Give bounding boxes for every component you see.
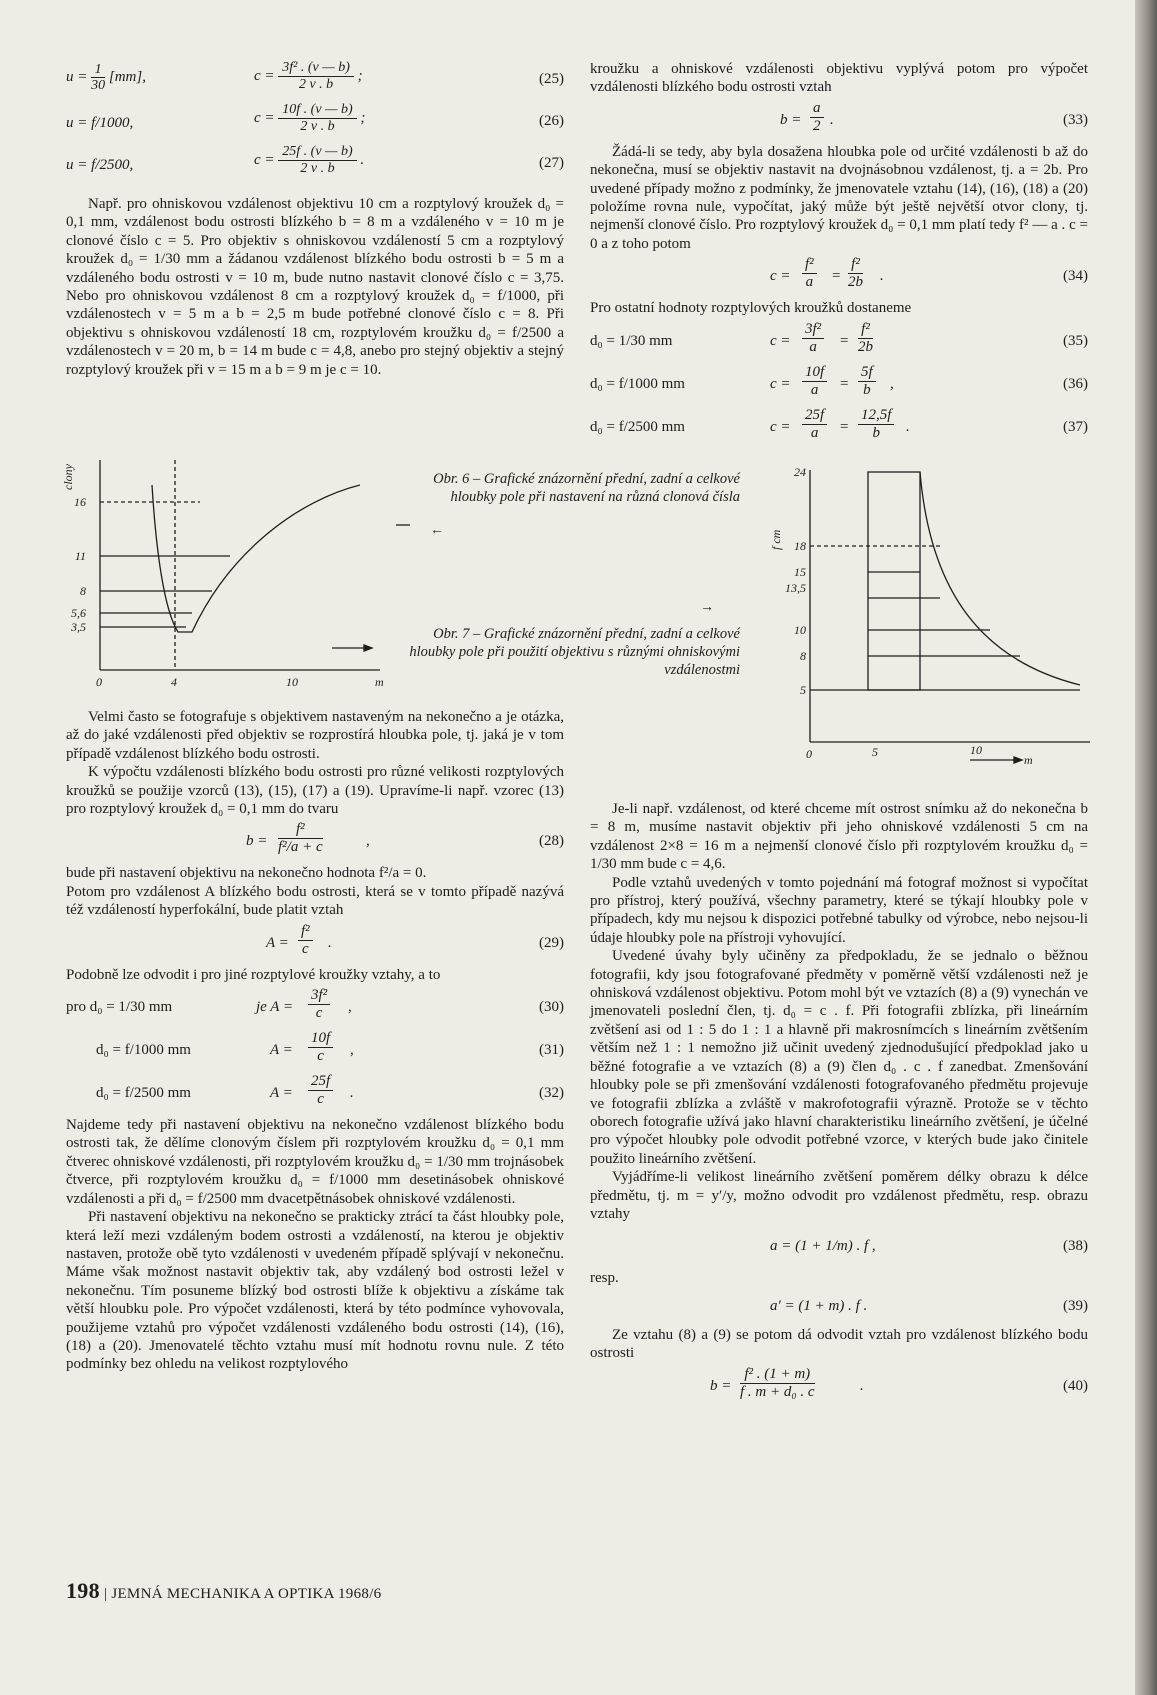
eq28-number: (28) (539, 833, 564, 850)
eq40-numerator: f² . (1 + m) (740, 1366, 815, 1384)
fig7-xtick-0: 0 (806, 747, 812, 761)
eq35-fraction-1 (802, 321, 824, 356)
eq28-lhs: b = (246, 833, 268, 850)
eq34-numerator-1: f² (802, 256, 817, 274)
eq31-condition: d₀ = f/1000 mm (96, 1042, 191, 1059)
eq39-number: (39) (1063, 1297, 1088, 1314)
eq32-denominator: c (317, 1091, 324, 1108)
eq38-expression: a = (1 + 1/m) . f , (770, 1238, 876, 1255)
eq29-denominator: c (302, 940, 309, 957)
eq31-tail: , (350, 1042, 354, 1059)
equation-28 (66, 821, 564, 861)
paragraph-other-rings: Podobně lze odvodit i pro jiné rozptylové kroužky vztahy, a to (66, 966, 441, 983)
fig7-xtick-5: 5 (872, 745, 878, 759)
footer-separator: | (103, 1586, 112, 1602)
eq26-lhs: u = f/1000, (66, 115, 134, 131)
left-column (66, 60, 564, 379)
fig6-xtick-10: 10 (286, 675, 298, 689)
eq31-denominator: c (317, 1048, 324, 1065)
paragraph-example: Např. pro ohniskovou vzdálenost objektivu 10 cm a rozptylový kroužek d₀ = 0,1 mm, vzdálenost bodu ostrosti blízkého b = 8 m a vzdáleného v = 10 m je clonové číslo c = 5. Pro objektiv s ohniskovou vzdáleností 5 cm a rozptylový kroužek d₀ = 1/30 mm a žádanou vzdálenost blízkého bodu ostrosti b = 5 m a vzdáleného bodu ostrosti v = 10 m, bude nutno nastavit clonové číslo c = 3,75. Nebo pro ohniskovou vzdálenost 8 cm a rozptylový kroužek d₀ = f/1000, při vzdálenostech v = 5 m a b = 2,5 m bude potřebné clonové číslo c = 8. Při objektivu s ohniskovou vzdáleností 18 cm, rozptylovém kroužku d₀ = f/2500 a vzdálenostech v = 20 m, b = 14 m bude c = 4,8, anebo pro stejný objektiv a stejný rozptylový kroužek při v = 15 m a b = 9 m je c = 10. (66, 196, 564, 378)
fig7-xlabel: m (1024, 753, 1033, 767)
equation-30 (66, 987, 564, 1027)
fig7-ytick-10: 10 (794, 623, 806, 637)
eq29-lhs: A = (266, 934, 289, 951)
paragraph-other-values: Pro ostatní hodnoty rozptylových kroužků dostaneme (590, 300, 912, 317)
fig6-caption-arrow: ← (430, 523, 444, 538)
eq32-numerator: 25f (308, 1073, 333, 1091)
paragraph-hyperfocal: Potom pro vzdálenost A blízkého bodu ostrosti, která se v tomto případě nazývá též vzdáleností hyperfokální, bude platit vztah (66, 883, 564, 919)
eq34-numerator-2: f² (848, 256, 863, 274)
eq36-fraction-1 (802, 364, 827, 399)
fig6-ytick-3-5: 3,5 (71, 620, 86, 634)
fig6-depth-curve (152, 485, 360, 632)
fig7-ytick-18: 18 (794, 539, 806, 553)
eq37-equals: = (840, 418, 849, 435)
eq36-tail: , (890, 375, 894, 392)
eq40-denominator: f . m + d₀ . c (740, 1383, 815, 1400)
eq32-tail: . (350, 1085, 354, 1102)
fig6-xlabel: m (375, 675, 384, 689)
fig6-ytick-8: 8 (80, 584, 86, 598)
journal-name: JEMNÁ MECHANIKA A OPTIKA 1968/6 (111, 1586, 382, 1602)
eq31-numerator: 10f (308, 1030, 333, 1048)
fig6-ytick-5-6: 5,6 (71, 606, 86, 620)
equation-33 (590, 100, 1088, 140)
eq32-condition: d₀ = f/2500 mm (96, 1085, 191, 1102)
eq33-denominator: 2 (813, 117, 821, 134)
equation-37 (590, 407, 1088, 447)
eq33-lhs: b = (780, 111, 802, 128)
figure-6-chart (61, 460, 400, 690)
figure-7-caption: Obr. 7 – Grafické znázornění přední, zadní a celkové hloubky pole při použití objektivu s různými ohniskovými vzdálenostmi (409, 626, 740, 678)
eq36-denominator-1: a (810, 381, 819, 398)
eq34-fraction-2 (848, 256, 863, 291)
eq36-fraction-2 (858, 364, 876, 399)
eq31-fraction (308, 1030, 333, 1065)
eq35-lhs: c = (770, 332, 791, 349)
equation-38 (590, 1226, 1088, 1266)
paragraph-infinity-loss: Při nastavení objektivu na nekonečno se prakticky ztrácí ta část hloubky pole, která leží mezi vzdáleným bodem ostrosti a vzdáleností, na kterou je objektiv nastaven, protože obě tyto vzdálenosti v uvedeném případě splývají v nekonečnu. Máme však možnost nastavit objektiv tak, aby vzdálený bod ostrosti ležel v nekonečnu. Tím posuneme blízký bod ostrosti blíže k objektivu a získáme tak větší hloubku pole. Pro výpočet vzdálenosti, která by této podmínce vyhovovala, použijeme vztahů pro výpočet vzdálenosti vzdáleného bodu ostrosti (14), (16), (18) a (20). Jmenovatelé těchto vztahu musí mít hodnotu rovnu nule. Z této podmínky bez ohledu na velikost rozptylového (66, 1209, 564, 1373)
paragraph-near-point: K výpočtu vzdálenosti blízkého bodu ostrosti pro různé velikosti rozptylových kroužků se použije vzorců (13), (15), (17) a (19). Upravíme-li např. vzorec (13) pro rozptylový kroužek d₀ = 0,1 mm do tvaru (66, 764, 564, 818)
eq37-fraction-1 (802, 407, 827, 442)
eq37-tail: . (906, 418, 910, 435)
eq30-denominator: c (315, 1005, 323, 1022)
fig6-ytick-16: 16 (74, 495, 86, 509)
eq36-numerator-1: 10f (802, 364, 827, 382)
eq36-lhs: c = (770, 375, 791, 392)
right-column-lower (590, 800, 1088, 1409)
paragraph-double-distance: Žádá-li se tedy, aby byla dosažena hloubka pole od určité vzdálenosti b až do nekonečna, musí se objektiv nastavit na dvojnásobnou vzdálenost, tj. a = 2b. Pro uvedené případy možno z podmínky, že jmenovatele vztahu (14), (16), (18) a (20) položíme rovna nule, vypočítat, jaký může být ještě největší otvor clony, tj. nejmenší clonové číslo. Pro rozptylový kroužek d₀ = 0,1 mm platí tedy f² — a . c = 0 a z toho potom (590, 143, 1088, 252)
eq31-number: (31) (539, 1042, 564, 1059)
eq30-fraction (308, 987, 330, 1022)
eq34-denominator-1: a (805, 274, 814, 291)
eq26-rhs: c = $\frac{10f . (v — b)}{2 v . b}$ ; (254, 102, 366, 134)
figure-7-chart (769, 465, 1100, 770)
eq36-numerator-2: 5f (858, 364, 876, 382)
left-column-lower (66, 708, 564, 1374)
eq37-number: (37) (1063, 418, 1088, 435)
fig7-ytick-15: 15 (794, 565, 806, 579)
eq28-tail: , (366, 833, 370, 850)
eq34-equals: = (832, 268, 841, 285)
eq29-numerator: f² (298, 923, 313, 941)
eq25-lhs: u = $\frac{1}{30}$ [mm], (66, 62, 146, 93)
eq33-number: (33) (1063, 111, 1088, 128)
eq35-condition: d₀ = 1/30 mm (590, 332, 673, 349)
eq27-number: (27) (539, 155, 564, 171)
fig6-ylabel: clony (61, 464, 75, 490)
paragraph-photographer: Podle vztahů uvedených v tomto pojednání má fotograf možnost si vypočítat pro přístroj, který používá, všechny parametry, které se týkají hloubky pole v případech, kdy mu nejsou k dispozici potřebné tabulky od výrobce, nebo nejsou-li údaje hloubky pole na přístroji vyhovující. (590, 874, 1088, 946)
fig7-xtick-10: 10 (970, 743, 982, 757)
paragraph-infinity: Velmi často se fotografuje s objektivem nastaveným na nekonečno a je otázka, až do jaké vzdálenosti před objektiv se rozprostírá hloubka pole, tj. jaká je v tom případě vzdálenost blízkého bodu ostrosti. (66, 709, 564, 762)
resp-word: resp. (590, 1270, 619, 1287)
eq30-numerator: 3f² (308, 987, 330, 1005)
eq28-fraction (278, 821, 323, 856)
eq40-lhs: b = (710, 1377, 732, 1394)
eq35-numerator-2: f² (858, 321, 873, 339)
eq37-numerator-1: 25f (802, 407, 827, 425)
paragraph-magnification: Vyjádříme-li velikost lineárního zvětšení poměrem délky obrazu k délce předmětu, tj. m = y′/y, možno odvodit pro vzdálenost předmětu, resp. obrazu vztahy (590, 1169, 1088, 1222)
eq35-denominator-1: a (809, 338, 817, 355)
eq40-number: (40) (1063, 1377, 1088, 1394)
fig7-ytick-13-5: 13,5 (785, 581, 806, 595)
eq35-numerator-1: 3f² (802, 321, 824, 339)
eq33-numerator: a (810, 100, 824, 118)
eq35-fraction-2 (858, 321, 873, 356)
paragraph-continuation: kroužku a ohniskové vzdálenosti objektivu vyplývá potom pro výpočet vzdálenosti blízkého bodu ostrosti vztah (590, 61, 1088, 96)
eq37-fraction-2 (858, 407, 894, 442)
eq34-number: (34) (1063, 268, 1088, 285)
fig7-caption-arrow: → (700, 600, 714, 615)
eq34-denominator-2: 2b (848, 274, 863, 291)
page-edge-shadow (1135, 0, 1157, 1695)
eq28-denominator: f²/a + c (278, 839, 323, 856)
eq38-number: (38) (1063, 1238, 1088, 1255)
equation-40 (590, 1366, 1088, 1406)
equation-32 (66, 1073, 564, 1113)
eq34-fraction-1 (802, 256, 817, 291)
figure-6-caption: Obr. 6 – Grafické znázornění přední, zadní a celkové hloubky pole při nastavení na různá clonová čísla (433, 471, 740, 505)
eq26-number: (26) (539, 113, 564, 129)
eq36-equals: = (840, 375, 849, 392)
eq35-denominator-2: 2b (858, 338, 873, 355)
eq37-numerator-2: 12,5f (858, 407, 894, 425)
equation-34 (590, 256, 1088, 296)
eq29-tail: . (328, 934, 332, 951)
eq30-condition: pro d₀ = 1/30 mm (66, 999, 173, 1016)
paragraph-infinity-value: bude při nastavení objektivu na nekonečno hodnota f²/a = 0. (66, 865, 427, 882)
eq39-expression: a′ = (1 + m) . f . (770, 1297, 868, 1314)
fig7-ytick-24: 24 (794, 465, 806, 479)
page-footer (66, 1578, 381, 1604)
equation-31 (66, 1030, 564, 1070)
eq34-tail: . (880, 268, 884, 285)
equation-39 (590, 1291, 1088, 1323)
equation-35 (590, 321, 1088, 361)
eq34-lhs: c = (770, 268, 791, 285)
eq25-rhs: c = $\frac{\text{3f² . (v — b)}}{2 v . b}$ ; (254, 60, 363, 92)
eq31-lhs: A = (270, 1042, 293, 1059)
eq30-number: (30) (539, 999, 564, 1016)
fig7-ytick-5: 5 (800, 683, 806, 697)
eq37-lhs: c = (770, 418, 791, 435)
eq37-denominator-2: b (872, 424, 880, 441)
paragraph-example-16m: Je-li např. vzdálenost, od které chceme mít ostrost snímku až do nekonečna b = 8 m, musíme nastavit objektiv při jeho ohniskové vzdálenosti 5 cm na vzdálenost 2×8 = 16 m a nejmenší clonové číslo při rozptylovém kroužku d₀ = 1/30 mm bude c = 4,6. (590, 801, 1088, 873)
eq40-fraction (740, 1366, 815, 1401)
eq36-number: (36) (1063, 375, 1088, 392)
eq29-number: (29) (539, 934, 564, 951)
eq29-fraction (298, 923, 313, 958)
eq32-fraction (308, 1073, 333, 1108)
fig6-xtick-4: 4 (171, 675, 177, 689)
eq28-numerator: f² (278, 821, 323, 839)
eq35-equals: = (840, 332, 849, 349)
equation-block-25-27 (66, 60, 564, 195)
eq25-number: (25) (539, 71, 564, 87)
eq33-tail: . (830, 111, 834, 128)
eq40-tail: . (860, 1377, 864, 1394)
equation-29 (66, 923, 564, 963)
eq37-condition: d₀ = f/2500 mm (590, 418, 685, 435)
eq32-lhs: A = (270, 1085, 293, 1102)
eq37-denominator-1: a (810, 424, 819, 441)
eq33-fraction (810, 100, 824, 135)
equation-36 (590, 364, 1088, 404)
page-number: 198 (66, 1578, 100, 1603)
fig7-ylabel: f cm (769, 529, 783, 550)
paragraph-derive-near: Ze vztahu (8) a (9) se potom dá odvodit vztah pro vzdálenost blízkého bodu ostrosti (590, 1326, 1088, 1362)
eq32-number: (32) (539, 1085, 564, 1102)
eq36-condition: d₀ = f/1000 mm (590, 375, 685, 392)
paragraph-assumptions: Uvedené úvahy byly učiněny za předpokladu, že se jednalo o běžnou fotografii, kdy jsou fotografované předměty v poměrně větší vzdálenosti než je ohnisková vzdálenost objektivu. Potom mohl být ve vztazích (8) a (9) vynechán ve jmenovateli poslední člen, tj. d₀ = c . f. Při fotografii zblízka, při lineárním zvětšení asi od 1 : 5 do 1 : 1 a hlavně při makrosnímcích s lineárním zvětšením větším než 1 : 1 nemožno již učinit uvedený zjednodušující předpoklad jako u běžné fotografie a ve vztazích (8) a (9) člen d₀ . c . f zanedbat. Zmenšování hloubky pole se při zmenšování vzdálenosti fotografovaného předmětu projevuje ve fotografii zblízka a zvláště v makrofotografii výrazně. Protože se v těchto oborech fotografie užívá jako hlavní charakteristiku lineárního zvětšení, je účelné pro výpočet hloubky pole odvodit potřebné vzorce, v kterých bude jako činitele použito lineárního zvětšení. (590, 948, 1088, 1167)
eq27-lhs: u = f/2500, (66, 157, 134, 173)
eq36-denominator-2: b (863, 381, 871, 398)
fig6-ytick-11: 11 (74, 549, 86, 563)
eq30-tail: , (348, 999, 352, 1016)
fig6-xtick-0: 0 (96, 675, 102, 689)
fig7-depth-curve (920, 472, 1080, 685)
fig7-ytick-8: 8 (800, 649, 806, 663)
eq30-lhs: je A = (256, 999, 294, 1016)
eq27-rhs: c = $\frac{25f . (v — b)}{2 v . b}$ . (254, 144, 365, 176)
paragraph-summary: Najdeme tedy při nastavení objektivu na nekonečno vzdálenost blízkého bodu ostrosti tak, že dělíme clonovým číslem při rozptylovém kroužku d₀ = 0,1 mm čtverec ohniskové vzdálenosti, při rozptylovém kroužku d₀ = 1/30 mm trojnásobek čtverce, při rozptylovém kroužku d₀ = f/1000 mm desetinásobek ohniskové vzdálenosti a při d₀ = f/2500 mm dvacetpětnásobek ohniskové vzdálenosti. (66, 1117, 564, 1207)
eq35-number: (35) (1063, 332, 1088, 349)
right-column (590, 60, 1088, 450)
